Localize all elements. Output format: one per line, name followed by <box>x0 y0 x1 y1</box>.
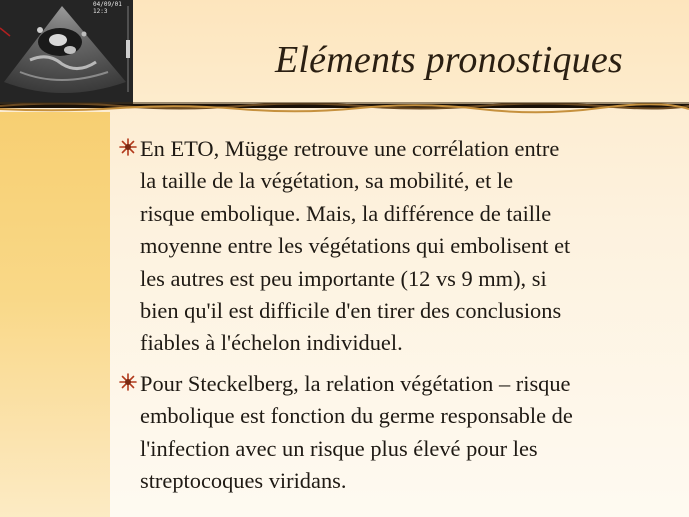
star-burst-bullet-icon <box>116 370 140 394</box>
bullet-line: streptocoques viridans. <box>140 468 347 494</box>
bullet-line: En ETO, Mügge retrouve une corrélation entre <box>140 136 560 161</box>
bullet-line: bien qu'il est difficile d'en tirer des conclusions <box>140 298 562 324</box>
bullet-line: l'infection avec un risque plus élevé pour les <box>140 435 538 461</box>
star-burst-bullet-icon <box>116 135 140 159</box>
bullet-list <box>116 133 671 505</box>
bullet-line: Pour Steckelberg, la relation végétation – risque <box>140 370 571 396</box>
bullet-line: la taille de la végétation, sa mobilité, et le <box>140 168 514 194</box>
echocardiogram-icon <box>0 0 133 104</box>
bullet-text <box>140 133 570 360</box>
bullet-item <box>116 368 671 498</box>
echocardiogram-image <box>0 0 133 104</box>
bullet-line: risque embolique. Mais, la différence de taille <box>140 200 552 226</box>
title-divider <box>0 100 689 114</box>
bullet-line: fiables à l'échelon individuel. <box>140 330 403 356</box>
bullet-line: moyenne entre les végétations qui embolisent et <box>140 233 571 259</box>
bullet-line: embolique est fonction du germe responsable de <box>140 403 573 429</box>
bullet-line: les autres est peu importante (12 vs 9 mm), si <box>140 265 547 291</box>
image-date-readout: 04/09/01 12:3 <box>93 1 122 15</box>
bullet-text <box>140 368 573 498</box>
page-title: Eléments pronostiques <box>275 39 623 81</box>
left-accent-band <box>0 112 110 517</box>
bullet-item <box>116 133 671 360</box>
